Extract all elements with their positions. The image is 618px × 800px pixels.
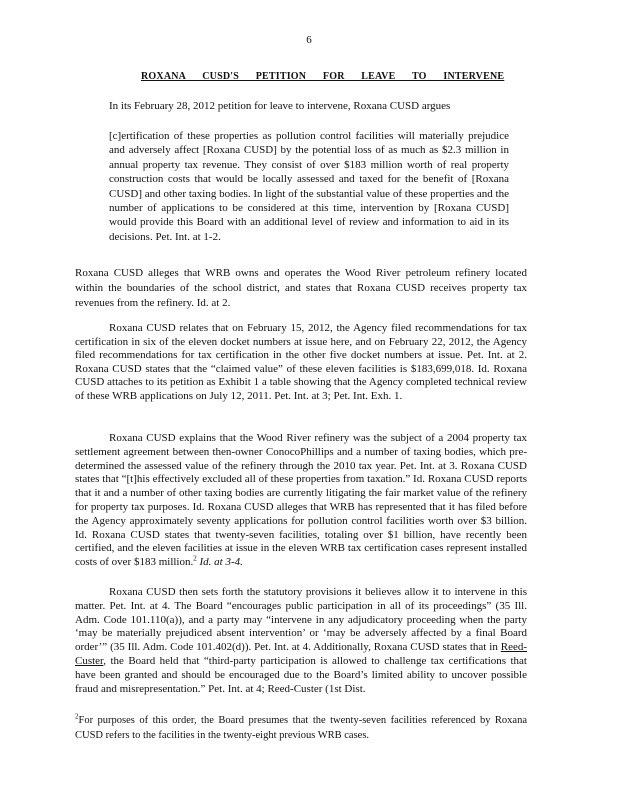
paragraph-4-text-a: Roxana CUSD then sets forth the statutory provisions it believes allow it to intervene in this matter. Pet. Int. at 4. The Board “encourages public participation in all of its proceedings” (35 Ill. Adm. Code 101.110(a)), and a party may “intervene in any adjudicatory proceeding when the party ‘may be materially prejudiced absent intervention’ or ‘may be adversely affected by a final Board order’” (35 Ill. Adm. Code 101.402(d)). Pet. Int. at 4. Additionally, Roxana CUSD states that in [75,586,527,654]
case-name-reed-custer: Reed-Custer [75,641,528,667]
section-heading: ROXANA CUSD'S PETITION FOR LEAVE TO INTERVENE [141,71,505,82]
footnote-reference[interactable]: 2 [193,554,197,563]
paragraph-2-text: Roxana CUSD relates that on February 15, 2012, the Agency filed recommendations for tax certification in six of the eleven docket numbers at issue here, and on February 22, 2012, the Agency filed recommendations for tax certification in the other five docket numbers at issue. Pet. Int. at 2. Roxana CUSD states that the “claimed value” of these eleven facilities is $183,699,018. Id. Roxana CUSD attaches to its petition as Exhibit 1 a table showing that the Agency completed technical review of these WRB applications on July 12, 2011. Pet. Int. at 3; Pet. Int. Exh. 1. [75,322,527,402]
paragraph-1: Roxana CUSD alleges that WRB owns and operates the Wood River petroleum refinery located within the boundaries of the school district, and states that Roxana CUSD receives property tax revenues from the refinery. Id. at 2. [75,267,527,309]
footnote-text: For purposes of this order, the Board presumes that the twenty-seven facilities referenced by Roxana CUSD refers to the facilities in the twenty-eight previous WRB cases. [75,715,527,741]
intro-text: In its February 28, 2012 petition for leave to intervene, Roxana CUSD argues [109,100,451,112]
paragraph-3-citation: Id. at 3-4. [199,556,243,569]
page-number: 6 [306,34,312,46]
paragraph-2 [75,322,527,404]
footnote-marker: 2 [75,712,79,721]
block-quote: [c]ertification of these properties as pollution control facilities will materially prejudice and adversely affect [Roxana CUSD] by the potential loss of as much as $2.3 million in annual property tax revenue. They consist of over $183 million worth of real property construction costs that would be locally assessed and taxed for the benefit of [Roxana CUSD] and other taxing bodies. In light of the substantial value of these properties and the number of applications to be considered at this time, intervention by [Roxana CUSD] would provide this Board with an additional level of review and information to aid in its decisions. Pet. Int. at 1-2. [109,130,509,243]
footnote [75,714,527,743]
intro-paragraph [109,99,509,114]
paragraph-3-text: Roxana CUSD explains that the Wood River refinery was the subject of a 2004 property tax settlement agreement between then-owner ConocoPhillips and a number of taxing bodies, which pre-determined the assessed value of the refinery through the 2010 tax year. Pet. Int. at 3. Roxana CUSD states that “[t]his effectively excluded all of these properties from taxation.” Id. Roxana CUSD reports that it and a number of other taxing bodies are currently litigating the fair market value of the refinery for property tax purposes. Id. Roxana CUSD alleges that WRB has represented that it has filed before the Agency approximately seventy applications for pollution control facilities worth over $3 billion. Id. Roxana CUSD states that twenty-seven facilities, totaling over $1 billion, have recently been certified, and the eleven facilities at issue in the eleven WRB tax certification cases represent installed costs of over $183 million. [75,432,527,569]
footnote-divider [75,706,225,707]
paragraph-4-text-b: , the Board held that “third-party participation is allowed to challenge tax certifications that have been granted and should be encouraged due to the Board’s limited ability to uncover possible fraud and misrepresentation.” Pet. Int. at 4; Reed-Custer (1st Dist. [75,654,527,695]
paragraph-3 [75,432,527,570]
paragraph-4 [75,586,527,696]
